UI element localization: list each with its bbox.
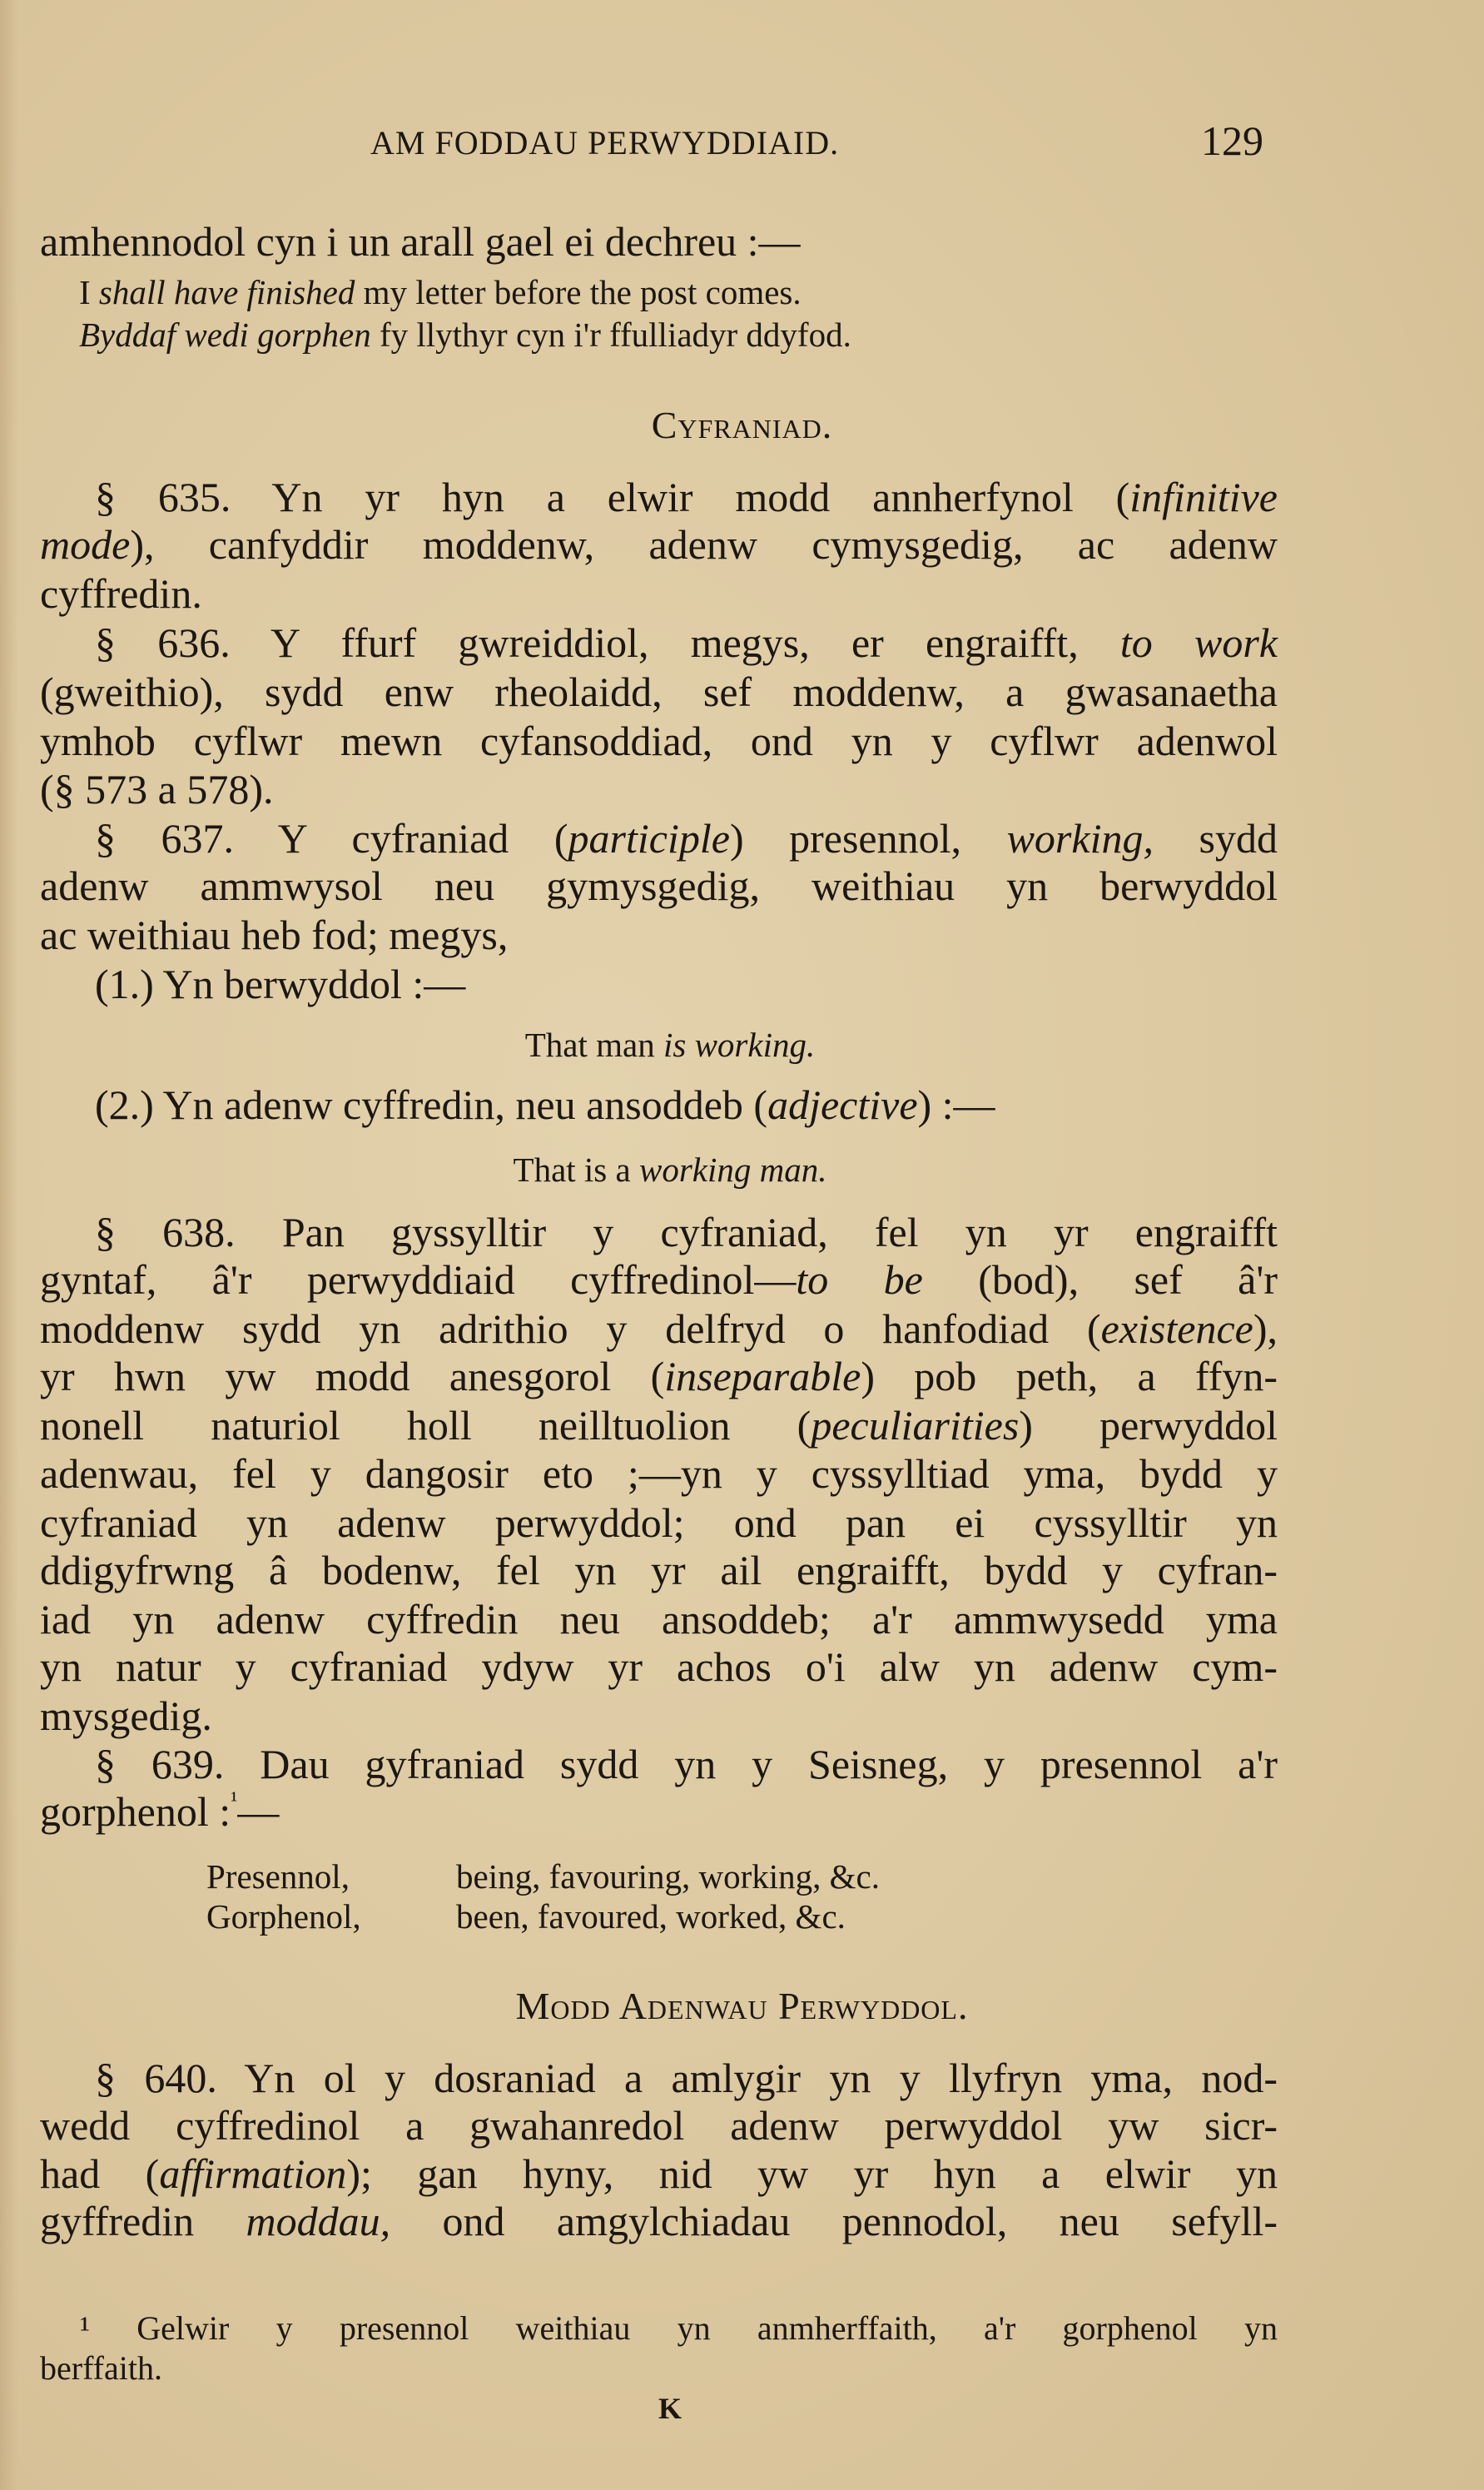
text-span: § 640. Yn ol y dosraniad a amlygir yn y llyfryn yma, nod-: [95, 2055, 1278, 2101]
text-span: ),: [1253, 1305, 1278, 1352]
text-span: had (: [40, 2150, 160, 2197]
example-line: [0, 1020, 1340, 1070]
text-span: adenwau, fel y dangosir eto ;—yn y cyssylltiad yma, bydd y: [40, 1450, 1278, 1497]
footnote-ref: ¹: [231, 1787, 238, 1812]
paragraph-636-line: [40, 764, 1278, 814]
text-span: I: [79, 273, 99, 311]
text-span: adenw ammwysol neu gymysgedig, weithiau yn berwyddol: [40, 862, 1278, 909]
text-span: iad yn adenw cyffredin neu ansoddeb; a'r ammwysedd yma: [40, 1596, 1278, 1643]
text-span: ), canfyddir moddenw, adenw cymysgedig, ac adenw: [130, 521, 1278, 568]
text-span: sydd: [1153, 815, 1278, 862]
paragraph-638-line: [40, 1594, 1278, 1644]
italic-text: adjective: [767, 1081, 918, 1128]
paragraph-638-line: [40, 1498, 1278, 1548]
page-edge-shadow: [0, 0, 18, 2490]
text-span: Presennol,: [206, 1857, 350, 1896]
text-span: § 637. Y cyfraniad (: [95, 815, 568, 862]
text-span: ) perwyddol: [1019, 1402, 1278, 1449]
list-item: [40, 959, 1278, 1009]
italic-text: Byddaf wedi gorphen: [79, 316, 371, 354]
text-span: That is a: [513, 1151, 639, 1189]
italic-text: affirmation: [159, 2150, 347, 2197]
text-span: ymhob cyflwr mewn cyfansoddiad, ond yn y cyflwr adenwol: [40, 718, 1278, 764]
paragraph-640-line: [40, 2053, 1278, 2103]
italic-text: participle: [568, 815, 730, 862]
text-span: § 636. Y ffurf gwreiddiol, megys, er engraifft,: [95, 619, 1120, 666]
paragraph-638-line: [40, 1449, 1278, 1498]
participle-table-row: [206, 1891, 1122, 1941]
text-span: ¹ Gelwir y presennol weithiau yn anmherffaith, a'r gorphenol yn: [80, 2309, 1278, 2347]
paragraph-636-line: [40, 716, 1278, 766]
text-span: nonell naturiol holl neilltuolion (: [40, 1402, 811, 1449]
paragraph-638-line: [40, 1691, 1278, 1741]
italic-text: existence: [1100, 1305, 1253, 1352]
text-span: Modd Adenwau Perwyddol.: [515, 1985, 969, 2027]
paragraph-640-line: [40, 2100, 1278, 2150]
example-line: [0, 1145, 1340, 1195]
text-span: gorphenol :: [40, 1788, 231, 1835]
text-span: (gweithio), sydd enw rheolaidd, sef moddenw, a gwasanaetha: [40, 668, 1278, 715]
text-span: (§ 573 a 578).: [40, 766, 274, 813]
text-span: K: [658, 2392, 682, 2425]
text-span: ); gan hyny, nid yw yr hyn a elwir yn: [346, 2150, 1278, 2197]
paragraph-637-line: [40, 910, 1278, 960]
text-span: § 638. Pan gyssylltir y cyfraniad, fel yn yr engraifft: [95, 1209, 1278, 1255]
example-line: [79, 310, 1161, 360]
text-span: ac weithiau heb fod; megys,: [40, 912, 509, 958]
italic-text: to be: [796, 1256, 923, 1303]
paragraph-640-line: [40, 2196, 1278, 2246]
text-span: yr hwn yw modd anesgorol (: [40, 1353, 665, 1399]
text-span: (bod), sef â'r: [922, 1256, 1278, 1303]
text-span: ) presennol,: [729, 815, 1007, 862]
paragraph-638-line: [40, 1400, 1278, 1450]
paragraph-638-line: [40, 1351, 1278, 1401]
signature-mark: [0, 2383, 1340, 2433]
text-span: gyffredin: [40, 2198, 246, 2244]
text-span: mysgedig.: [40, 1692, 212, 1739]
section-heading: [0, 1981, 1484, 2031]
italic-text: moddau,: [246, 2198, 391, 2244]
paragraph-639-line: [40, 1739, 1278, 1789]
text-span: Cyfraniad.: [651, 404, 833, 446]
italic-text: infinitive: [1129, 474, 1278, 520]
section-heading: [0, 400, 1484, 450]
text-span: (1.) Yn berwyddol :—: [95, 961, 466, 1007]
text-span: Gorphenol,: [206, 1897, 361, 1936]
italic-text: peculiarities: [811, 1402, 1020, 1449]
text-span: berffaith.: [40, 2349, 162, 2387]
italic-text: shall have finished: [98, 273, 355, 311]
paragraph-638-line: [40, 1255, 1278, 1305]
paragraph-635-line: [40, 569, 1278, 619]
paragraph-638-line: [40, 1304, 1278, 1354]
text-span: moddenw sydd yn adrithio y delfryd o hanfodiad (: [40, 1305, 1101, 1352]
paragraph-637-line: [40, 813, 1278, 863]
paragraph-638-line: [40, 1207, 1278, 1257]
paragraph-638-line: [40, 1642, 1278, 1692]
italic-text: inseparable: [664, 1353, 861, 1399]
text-span: ) :—: [917, 1081, 995, 1128]
text-span: cyfraniad yn adenw perwyddol; ond pan ei cyssylltir yn: [40, 1499, 1278, 1546]
paragraph-635-line: [40, 472, 1278, 522]
paragraph-639-line: [40, 1787, 1278, 1836]
italic-text: working,: [1006, 815, 1154, 862]
text-span: § 639. Dau gyfraniad sydd yn y Seisneg, y presennol a'r: [95, 1741, 1278, 1787]
text-span: wedd cyffredinol a gwahanredol adenw perwyddol yw sicr-: [40, 2102, 1278, 2149]
text-span: gyntaf, â'r perwyddiaid cyffredinol—: [40, 1256, 797, 1303]
italic-text: is working.: [663, 1026, 816, 1064]
running-title: AM FODDAU PERWYDDIAID.: [370, 124, 840, 162]
list-item: [40, 1080, 1278, 1130]
italic-text: working man.: [638, 1151, 827, 1189]
text-span: ddigyfrwng â bodenw, fel yn yr ail engraifft, bydd y cyfran-: [40, 1547, 1278, 1593]
text-span: being, favouring, working, &c.: [456, 1857, 880, 1896]
text-span: ) pob peth, a ffyn-: [861, 1353, 1278, 1399]
paragraph-638-line: [40, 1545, 1278, 1595]
text-span: fy llythyr cyn i'r ffulliadyr ddyfod.: [370, 316, 851, 354]
italic-text: mode: [40, 521, 131, 568]
italic-text: to work: [1119, 619, 1278, 666]
text-span: amhennodol cyn i un arall gael ei dechreu :—: [40, 218, 801, 265]
paragraph-635-line: [40, 519, 1278, 569]
paragraph-640-line: [40, 2149, 1278, 2199]
text-span: been, favoured, worked, &c.: [456, 1897, 846, 1936]
text-span: —: [237, 1788, 280, 1835]
text-span: That man: [524, 1026, 663, 1064]
page-number: 129: [1201, 117, 1263, 164]
text-span: cyffredin.: [40, 570, 202, 617]
text-span: my letter before the post comes.: [355, 273, 802, 311]
text-span: yn natur y cyfraniad ydyw yr achos o'i alw yn adenw cym-: [40, 1643, 1278, 1690]
text-span: (2.) Yn adenw cyffredin, neu ansoddeb (: [95, 1081, 768, 1128]
text-span: § 635. Yn yr hyn a elwir modd annherfynol (: [95, 474, 1130, 520]
paragraph-637-line: [40, 861, 1278, 911]
body-line: [40, 216, 1278, 266]
paragraph-636-line: [40, 618, 1278, 668]
text-span: ond amgylchiadau pennodol, neu sefyll-: [390, 2198, 1278, 2244]
paragraph-636-line: [40, 667, 1278, 717]
